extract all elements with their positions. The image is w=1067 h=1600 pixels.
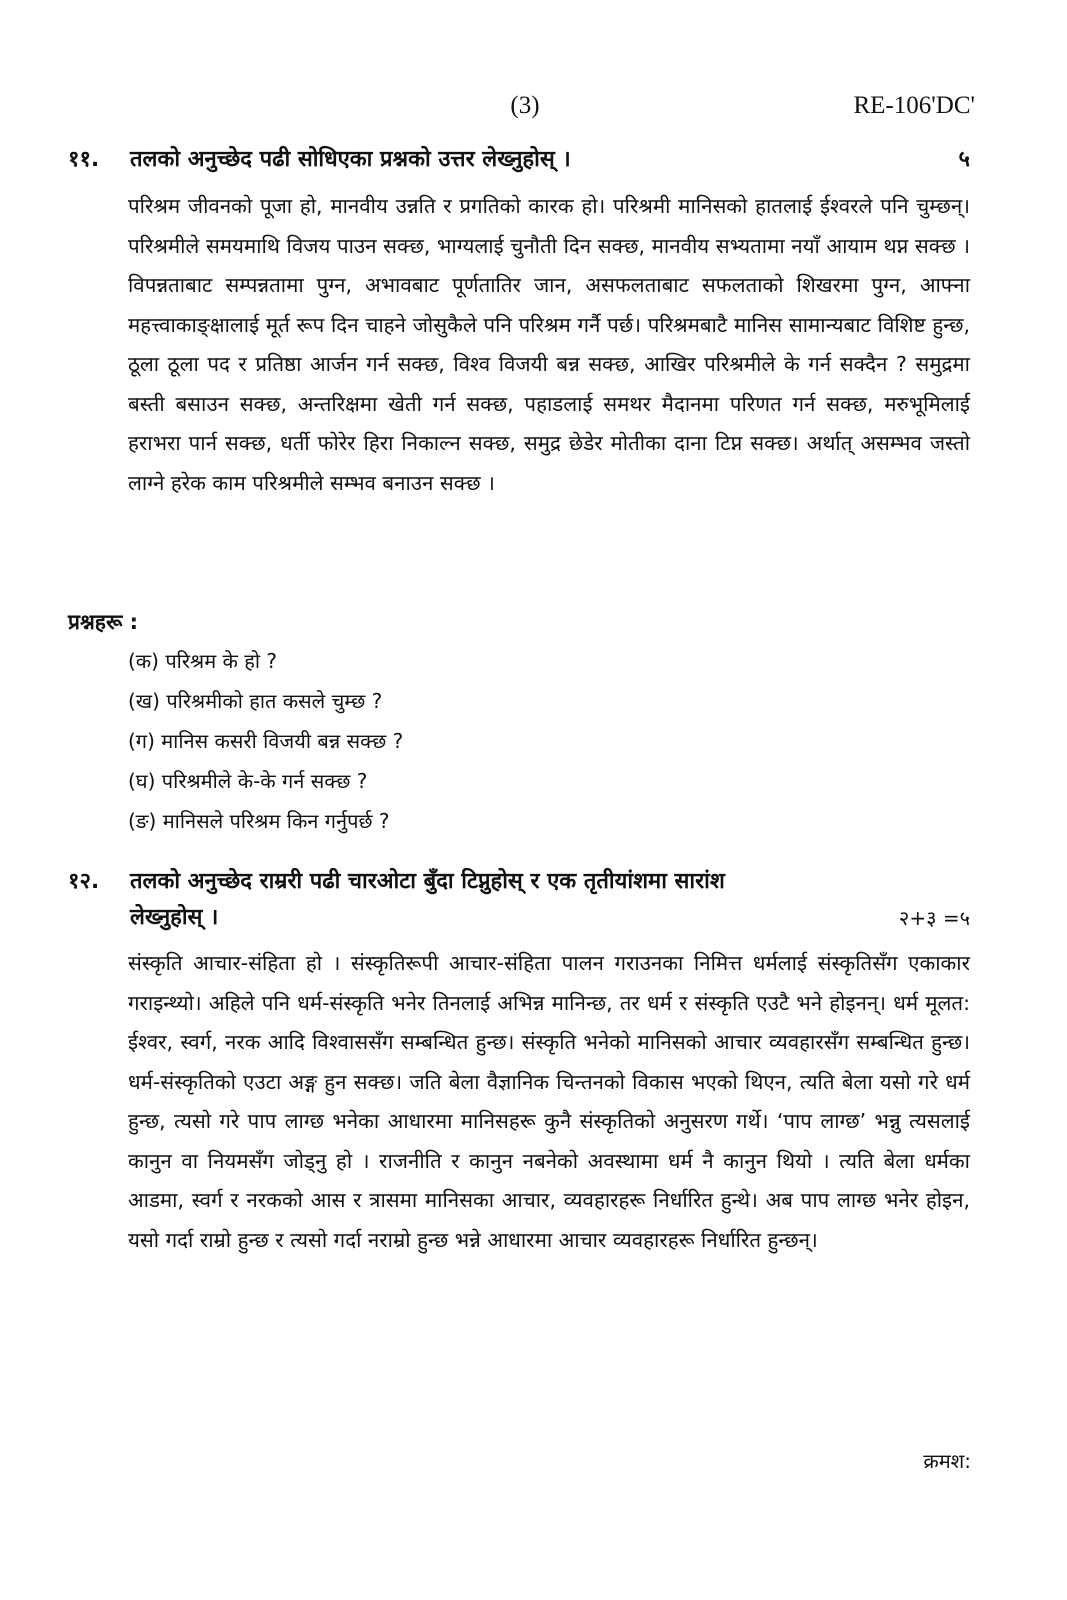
subquestion: (ग) मानिस कसरी विजयी बन्न सक्छ ? [128,729,404,753]
question-11-passage: परिश्रम जीवनको पूजा हो, मानवीय उन्नति र प्रगतिको कारक हो। परिश्रमी मानिसको हातलाई ईश्वरले पनि चुम्छन्। परिश्रमीले समयमाथि विजय पाउन सक्छ, भाग्यलाई चुनौती दिन सक्छ, मानवीय सभ्यतामा नयाँ आयाम थप्न सक्छ । विपन्नताबाट सम्पन्नतामा पुग्न, अभावबाट पूर्णतातिर जान, असफलताबाट सफलताको शिखरमा पुग्न, आफ्ना महत्त्वाकाङ्क्षालाई मूर्त रूप दिन चाहने जोसुकैले पनि परिश्रम गर्नै पर्छ। परिश्रमबाटै मानिस सामान्यबाट विशिष्ट हुन्छ, ठूला ठूला पद र प्रतिष्ठा आर्जन गर्न सक्छ, विश्व विजयी बन्न सक्छ, आखिर परिश्रमीले के गर्न सक्दैन ? समुद्रमा बस्ती बसाउन सक्छ, अन्तरिक्षमा खेती गर्न सक्छ, पहाडलाई समथर मैदानमा परिणत गर्न सक्छ, मरुभूमिलाई हराभरा पार्न सक्छ, धर्ती फोरेर हिरा निकाल्न सक्छ, समुद्र छेडेर मोतीका दाना टिप्न सक्छ। अर्थात् असम्भव जस्तो लाग्ने हरेक काम परिश्रमीले सम्भव बनाउन सक्छ । [128,194,970,495]
question-12-passage: संस्कृति आचार-संहिता हो । संस्कृतिरूपी आचार-संहिता पालन गराउनका निमित्त धर्मलाई संस्कृतिसँग एकाकार गराइन्थ्यो। अहिले पनि धर्म-संस्कृति भनेर तिनलाई अभिन्न मानिन्छ, तर धर्म र संस्कृति एउटै भने होइनन्। धर्म मूलत: ईश्वर, स्वर्ग, नरक आदि विश्वाससँग सम्बन्धित हुन्छ। संस्कृति भनेको मानिसको आचार व्यवहारसँग सम्बन्धित हुन्छ। धर्म-संस्कृतिको एउटा अङ्ग हुन सक्छ। जति बेला वैज्ञानिक चिन्तनको विकास भएको थिएन, त्यति बेला यसो गरे धर्म हुन्छ, त्यसो गरे पाप लाग्छ भनेका आधारमा मानिसहरू कुनै संस्कृतिको अनुसरण गर्थे। ‘पाप लाग्छ’ भन्नु त्यसलाई कानुन वा नियमसँग जोड्नु हो । राजनीति र कानुन नबनेको अवस्थामा धर्म नै कानुन थियो । त्यति बेला धर्मका आडमा, स्वर्ग र नरकको आस र त्रासमा मानिसका आचार, व्यवहारहरू निर्धारित हुन्थे। अब पाप लाग्छ भनेर होइन, यसो गर्दा राम्रो हुन्छ र त्यसो गर्दा नराम्रो हुन्छ भन्ने आधारमा आचार व्यवहारहरू निर्धारित हुन्छन्। [128,951,970,1252]
question-11-heading [68,142,970,178]
questions-heading: प्रश्नहरू : [68,610,138,634]
subquestion: (ख) परिश्रमीको हात कसले चुम्छ ? [128,689,383,713]
question-12-heading [68,864,970,936]
paper-code: RE-106'DC' [853,92,975,119]
question-11-subquestions [128,641,403,841]
page-number: (3) [510,92,540,119]
question-instruction-cont: लेख्नुहोस् । [130,905,219,930]
question-marks: २+३ =५ [898,906,970,930]
subquestion: (घ) परिश्रमीले के-के गर्न सक्छ ? [128,769,368,793]
question-number: ११. [68,147,100,172]
question-marks: ५ [958,147,970,172]
question-instruction: तलको अनुच्छेद पढी सोधिएका प्रश्नको उत्तर लेख्नुहोस् । [130,147,571,172]
subquestion: (ङ) मानिसले परिश्रम किन गर्नुपर्छ ? [128,809,390,833]
question-number: १२. [68,869,100,894]
continued-label: क्रमश: [923,1449,971,1473]
question-instruction: तलको अनुच्छेद राम्ररी पढी चारओटा बुँदा टिप्नुहोस् र एक तृतीयांशमा सारांश [130,869,725,894]
subquestion: (क) परिश्रम के हो ? [128,649,278,673]
